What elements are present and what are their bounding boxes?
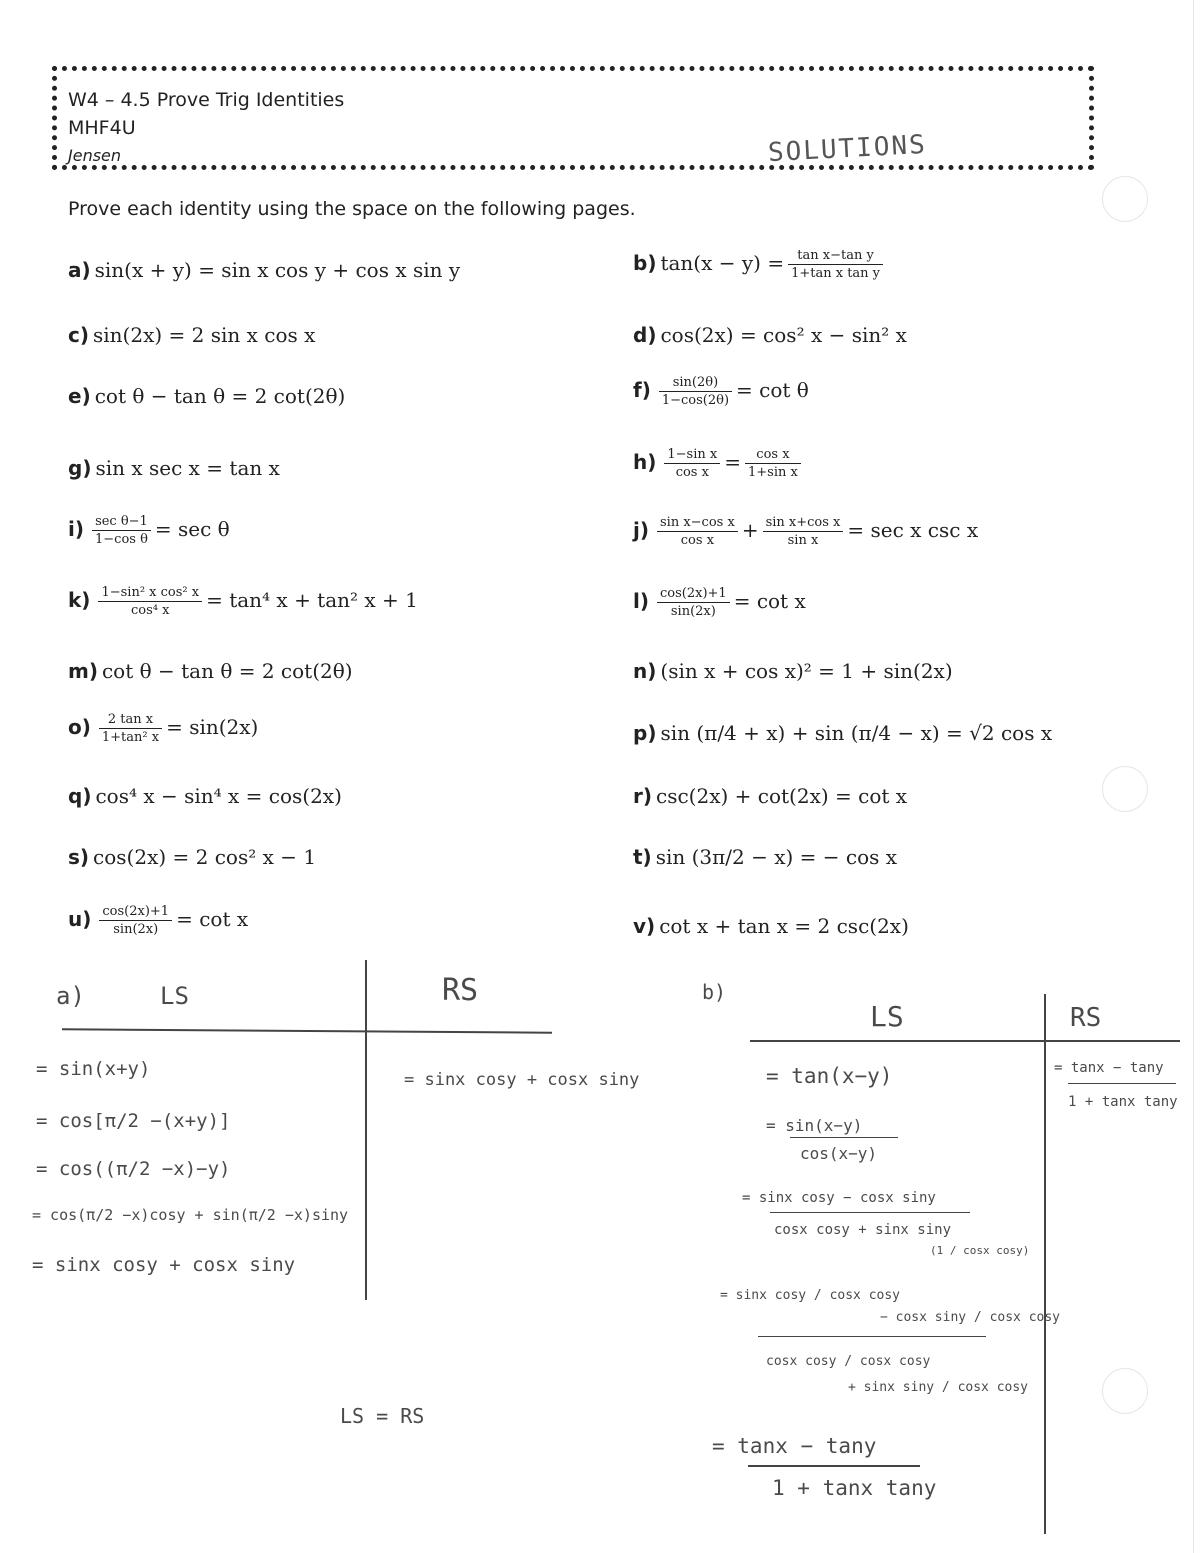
solution-b-ls-heading: LS: [870, 1000, 904, 1033]
problem-g: g) sin x sec x = tan x: [68, 456, 280, 480]
solution-b-rs-denominator: 1 + tanx tany: [1068, 1094, 1178, 1110]
punch-hole: [1102, 766, 1148, 812]
solution-a-conclusion: LS = RS: [340, 1404, 425, 1428]
solutions-mark: SOLUTIONS: [767, 129, 928, 169]
fraction: $\frac{\sin(2\theta)}{1-\cos(2\theta)}$: [659, 375, 732, 408]
solution-b-step-denominator: cosx cosy / cosx cosy: [766, 1354, 931, 1369]
problem-r: r) csc(2x) + cot(2x) = cot x: [633, 784, 908, 808]
solution-a-rs-heading: RS: [442, 973, 479, 1008]
problem-b: b) tan(x − y) = $\frac{\text{tan x−tan y}}{\text{1+tan x tan y}}$: [633, 248, 887, 281]
solution-b-step-denominator: + sinx siny / cosx cosy: [848, 1380, 1029, 1395]
problem-t: t) sin (3π/2 − x) = − cos x: [633, 845, 898, 869]
solution-a-ls-heading: LS: [160, 982, 189, 1010]
fraction: $\frac{\text{sin x−cos x}}{\text{cos x}}$: [657, 515, 738, 548]
problem-p: p) sin (π/4 + x) + sin (π/4 − x) = √2 cos x: [633, 721, 1053, 745]
fraction: $\frac{\cos(2x)+1}{\sin(2x)}$: [99, 904, 172, 937]
solution-a-ls-step: = cos[π/2 −(x+y)]: [36, 1110, 231, 1132]
header-box: [52, 66, 1094, 170]
fraction: $\frac{\text{tan x−tan y}}{\text{1+tan x tan y}}$: [788, 248, 883, 281]
fraction-bar: [1068, 1083, 1176, 1084]
solution-b-step-denominator: cosx cosy + sinx siny: [774, 1222, 952, 1238]
fraction: $\frac{\text{2 tan x}}{\text{1+tan² x}}$: [99, 712, 162, 745]
fraction: $\frac{\cos(2x)+1}{\sin(2x)}$: [657, 586, 730, 619]
instruction: Prove each identity using the space on the following pages.: [68, 198, 636, 220]
solution-a-ls-step: = sinx cosy + cosx siny: [32, 1254, 296, 1276]
solution-b-step-numerator: = sin(x−y): [766, 1116, 863, 1135]
fraction: $\frac{\text{cos x}}{\text{1+sin x}}$: [745, 447, 801, 480]
t-chart-horizontal-line: [750, 1040, 1180, 1042]
fraction: $\frac{\text{sin x+cos x}}{\text{sin x}}$: [763, 515, 844, 548]
page-edge: [1193, 0, 1194, 1553]
problem-f: f) $\frac{\sin(2\theta)}{1-\cos(2\theta)}$ = cot θ: [633, 375, 809, 408]
solution-a-ls-step: = sin(x+y): [36, 1058, 151, 1080]
fraction: $\frac{\text{sec θ−1}}{\text{1−cos θ}}$: [92, 514, 151, 547]
t-chart-vertical-line: [365, 960, 367, 1300]
fraction-bar: [770, 1212, 970, 1213]
solution-a-ls-step: = cos((π/2 −x)−y): [36, 1158, 231, 1180]
problem-d: d) cos(2x) = cos² x − sin² x: [633, 323, 907, 347]
fraction: $\frac{\text{1−sin² x cos² x}}{\text{cos⁴ x}}$: [98, 585, 202, 618]
problem-v: v) cot x + tan x = 2 csc(2x): [633, 914, 909, 938]
problem-e: e) cot θ − tan θ = 2 cot(2θ): [68, 384, 346, 408]
fraction-bar: [748, 1465, 920, 1467]
solution-b-step-denominator: cos(x−y): [800, 1144, 878, 1163]
solution-a-ls-step: = cos(π/2 −x)cosy + sin(π/2 −x)siny: [32, 1206, 349, 1224]
solution-a-rs-step: = sinx cosy + cosx siny: [404, 1070, 640, 1090]
problem-h: h) $\frac{\text{1−sin x}}{\text{cos x}}$ = $\frac{\text{cos x}}{\text{1+sin x}}$: [633, 447, 805, 480]
solution-b-step-numerator: = sinx cosy − cosx siny: [742, 1190, 936, 1206]
t-chart-horizontal-line: [62, 1028, 552, 1033]
fraction-bar: [790, 1137, 898, 1138]
course-code: MHF4U: [68, 117, 136, 139]
problem-c: c) sin(2x) = 2 sin x cos x: [68, 323, 316, 347]
teacher-name: Jensen: [68, 146, 122, 165]
problem-m: m) cot θ − tan θ = 2 cot(2θ): [68, 659, 353, 683]
t-chart-vertical-line: [1044, 994, 1046, 1534]
solution-b-rs-heading: RS: [1070, 1003, 1102, 1033]
solution-b-step: = tan(x−y): [766, 1064, 893, 1088]
problem-i: i) $\frac{\text{sec θ−1}}{\text{1−cos θ}}$ = sec θ: [68, 514, 230, 547]
punch-hole: [1102, 1368, 1148, 1414]
solution-b-label: b): [702, 980, 727, 1004]
punch-hole: [1102, 176, 1148, 222]
solution-b-rs-numerator: = tanx − tany: [1054, 1060, 1164, 1076]
solution-b-final-numerator: = tanx − tany: [712, 1434, 877, 1458]
problem-n: n) (sin x + cos x)² = 1 + sin(2x): [633, 659, 953, 683]
solution-b-final-denominator: 1 + tanx tany: [772, 1476, 937, 1500]
fraction: $\frac{\text{1−sin x}}{\text{cos x}}$: [664, 447, 720, 480]
problem-q: q) cos⁴ x − sin⁴ x = cos(2x): [68, 784, 342, 808]
problem-k: k) $\frac{\text{1−sin² x cos² x}}{\text{cos⁴ x}}$ = tan⁴ x + tan² x + 1: [68, 585, 418, 618]
problem-a: a) sin(x + y) = sin x cos y + cos x sin y: [68, 258, 461, 282]
solution-b-multiplier: (1 / cosx cosy): [930, 1244, 1030, 1257]
problem-s: s) cos(2x) = 2 cos² x − 1: [68, 845, 317, 869]
solution-b-step-numerator: − cosx siny / cosx cosy: [880, 1310, 1061, 1325]
worksheet-title: W4 – 4.5 Prove Trig Identities: [68, 89, 345, 111]
problem-u: u) $\frac{\cos(2x)+1}{\sin(2x)}$ = cot x: [68, 904, 249, 937]
fraction-bar: [758, 1336, 986, 1337]
problem-l: l) $\frac{\cos(2x)+1}{\sin(2x)}$ = cot x: [633, 586, 806, 619]
solution-a-label: a): [56, 982, 85, 1010]
problem-o: o) $\frac{\text{2 tan x}}{\text{1+tan² x}}$ = sin(2x): [68, 712, 259, 745]
problem-j: j) $\frac{\text{sin x−cos x}}{\text{cos x}}$ + $\frac{\text{sin x+cos x}}{\text{sin x}}$ = sec x csc x: [633, 515, 979, 548]
solution-b-step-numerator: = sinx cosy / cosx cosy: [720, 1288, 901, 1303]
